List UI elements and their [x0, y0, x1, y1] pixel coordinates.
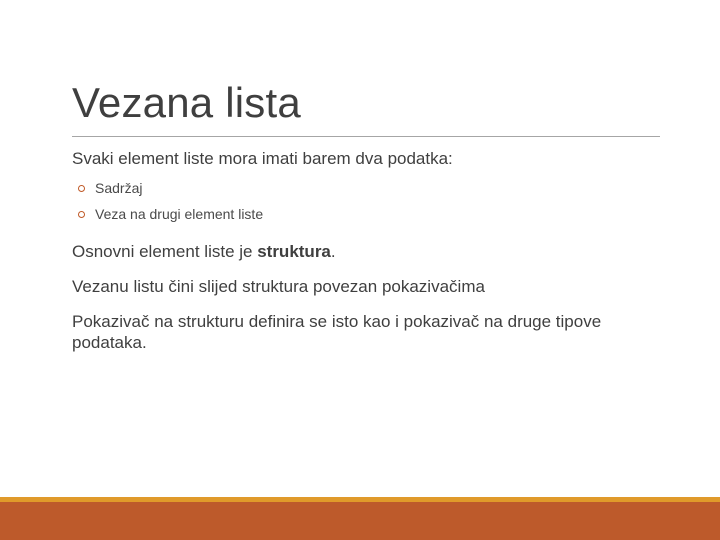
list-item [78, 175, 662, 201]
footer-bar [0, 502, 720, 540]
paragraph-basic-element [72, 241, 662, 262]
paragraph-pointer: Pokazivač na strukturu definira se isto kao i pokazivač na druge tipove podataka. [72, 312, 602, 352]
list-item [78, 201, 662, 227]
paragraph-linked-list: Vezanu listu čini slijed struktura povezan pokazivačima [72, 277, 485, 296]
paragraph-basic-element-suffix: . [330, 242, 336, 261]
sub-bullet-list [72, 175, 662, 227]
paragraph-elements: Svaki element liste mora imati barem dva podatka: [72, 149, 453, 168]
list-item-label: Veza na drugi element liste [95, 206, 264, 222]
slide-title: Vezana lista [72, 79, 301, 126]
slide-body [72, 148, 662, 353]
paragraph-basic-element-prefix: Osnovni element liste je [72, 242, 258, 261]
circle-bullet-icon [78, 185, 85, 192]
list-item-label: Sadržaj [95, 180, 143, 196]
title-divider [72, 136, 660, 137]
keyword-struktura: struktura [257, 242, 331, 261]
circle-bullet-icon [78, 211, 85, 218]
